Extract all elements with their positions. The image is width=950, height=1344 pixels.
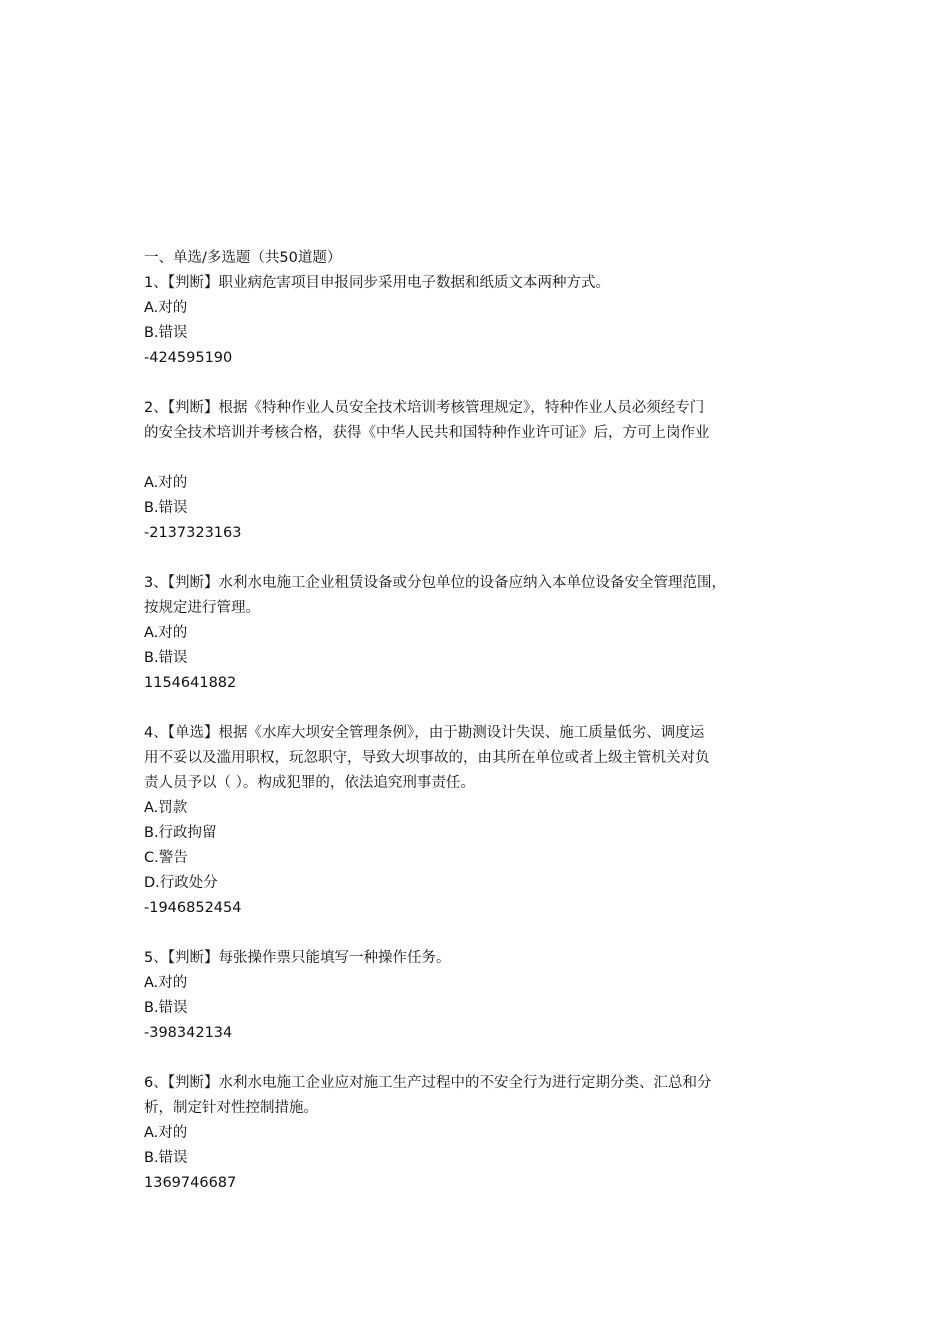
option-a: A.对的 xyxy=(144,300,188,316)
option-b: B.错误 xyxy=(144,500,188,516)
question-3 xyxy=(144,571,820,696)
option-a: A.对的 xyxy=(144,625,188,641)
section-title: 一、单选/多选题（共50道题） xyxy=(144,250,342,266)
option-b: B.行政拘留 xyxy=(144,825,217,841)
document-content xyxy=(144,246,820,1196)
question-text-line: 用不妥以及滥用职权，玩忽职守，导致大坝事故的，由其所在单位或者上级主管机关对负 xyxy=(144,750,710,766)
question-text-line: 6、【判断】水利水电施工企业应对施工生产过程中的不安全行为进行定期分类、汇总和分 xyxy=(144,1075,712,1091)
question-code: -398342134 xyxy=(144,1025,233,1041)
question-code: 1369746687 xyxy=(144,1175,237,1191)
question-code: -424595190 xyxy=(144,350,233,366)
question-1 xyxy=(144,271,820,371)
option-a: A.罚款 xyxy=(144,800,188,816)
question-code: 1154641882 xyxy=(144,675,237,691)
option-b: B.错误 xyxy=(144,1150,188,1166)
question-text-line: 析，制定针对性控制措施。 xyxy=(144,1100,318,1116)
option-a: A.对的 xyxy=(144,975,188,991)
option-b: B.错误 xyxy=(144,1000,188,1016)
option-a: A.对的 xyxy=(144,475,188,491)
option-d: D.行政处分 xyxy=(144,875,218,891)
question-text-line xyxy=(144,446,820,471)
question-text-line: 按规定进行管理。 xyxy=(144,600,260,616)
question-code: -2137323163 xyxy=(144,525,242,541)
spacer xyxy=(144,696,820,721)
question-text-line: 5、【判断】每张操作票只能填写一种操作任务。 xyxy=(144,950,451,966)
question-4 xyxy=(144,721,820,921)
question-text-line: 4、【单选】根据《水库大坝安全管理条例》，由于勘测设计失误、施工质量低劣、调度运 xyxy=(144,725,705,741)
spacer xyxy=(144,1046,820,1071)
question-6 xyxy=(144,1071,820,1196)
question-code: -1946852454 xyxy=(144,900,242,916)
question-2 xyxy=(144,396,820,546)
option-a: A.对的 xyxy=(144,1125,188,1141)
question-text-line: 1、【判断】职业病危害项目申报同步采用电子数据和纸质文本两种方式。 xyxy=(144,275,610,291)
question-text-line: 3、【判断】水利水电施工企业租赁设备或分包单位的设备应纳入本单位设备安全管理范围， xyxy=(144,575,726,591)
option-b: B.错误 xyxy=(144,650,188,666)
question-5 xyxy=(144,946,820,1046)
option-c: C.警告 xyxy=(144,850,188,866)
option-b: B.错误 xyxy=(144,325,188,341)
question-text-line: 的安全技术培训并考核合格，获得《中华人民共和国特种作业许可证》后，方可上岗作业 xyxy=(144,425,710,441)
question-text-line: 2、【判断】根据《特种作业人员安全技术培训考核管理规定》，特种作业人员必须经专门 xyxy=(144,400,705,416)
spacer xyxy=(144,546,820,571)
question-text-line: 责人员予以（ ）。构成犯罪的，依法追究刑事责任。 xyxy=(144,775,475,791)
spacer xyxy=(144,371,820,396)
spacer xyxy=(144,921,820,946)
